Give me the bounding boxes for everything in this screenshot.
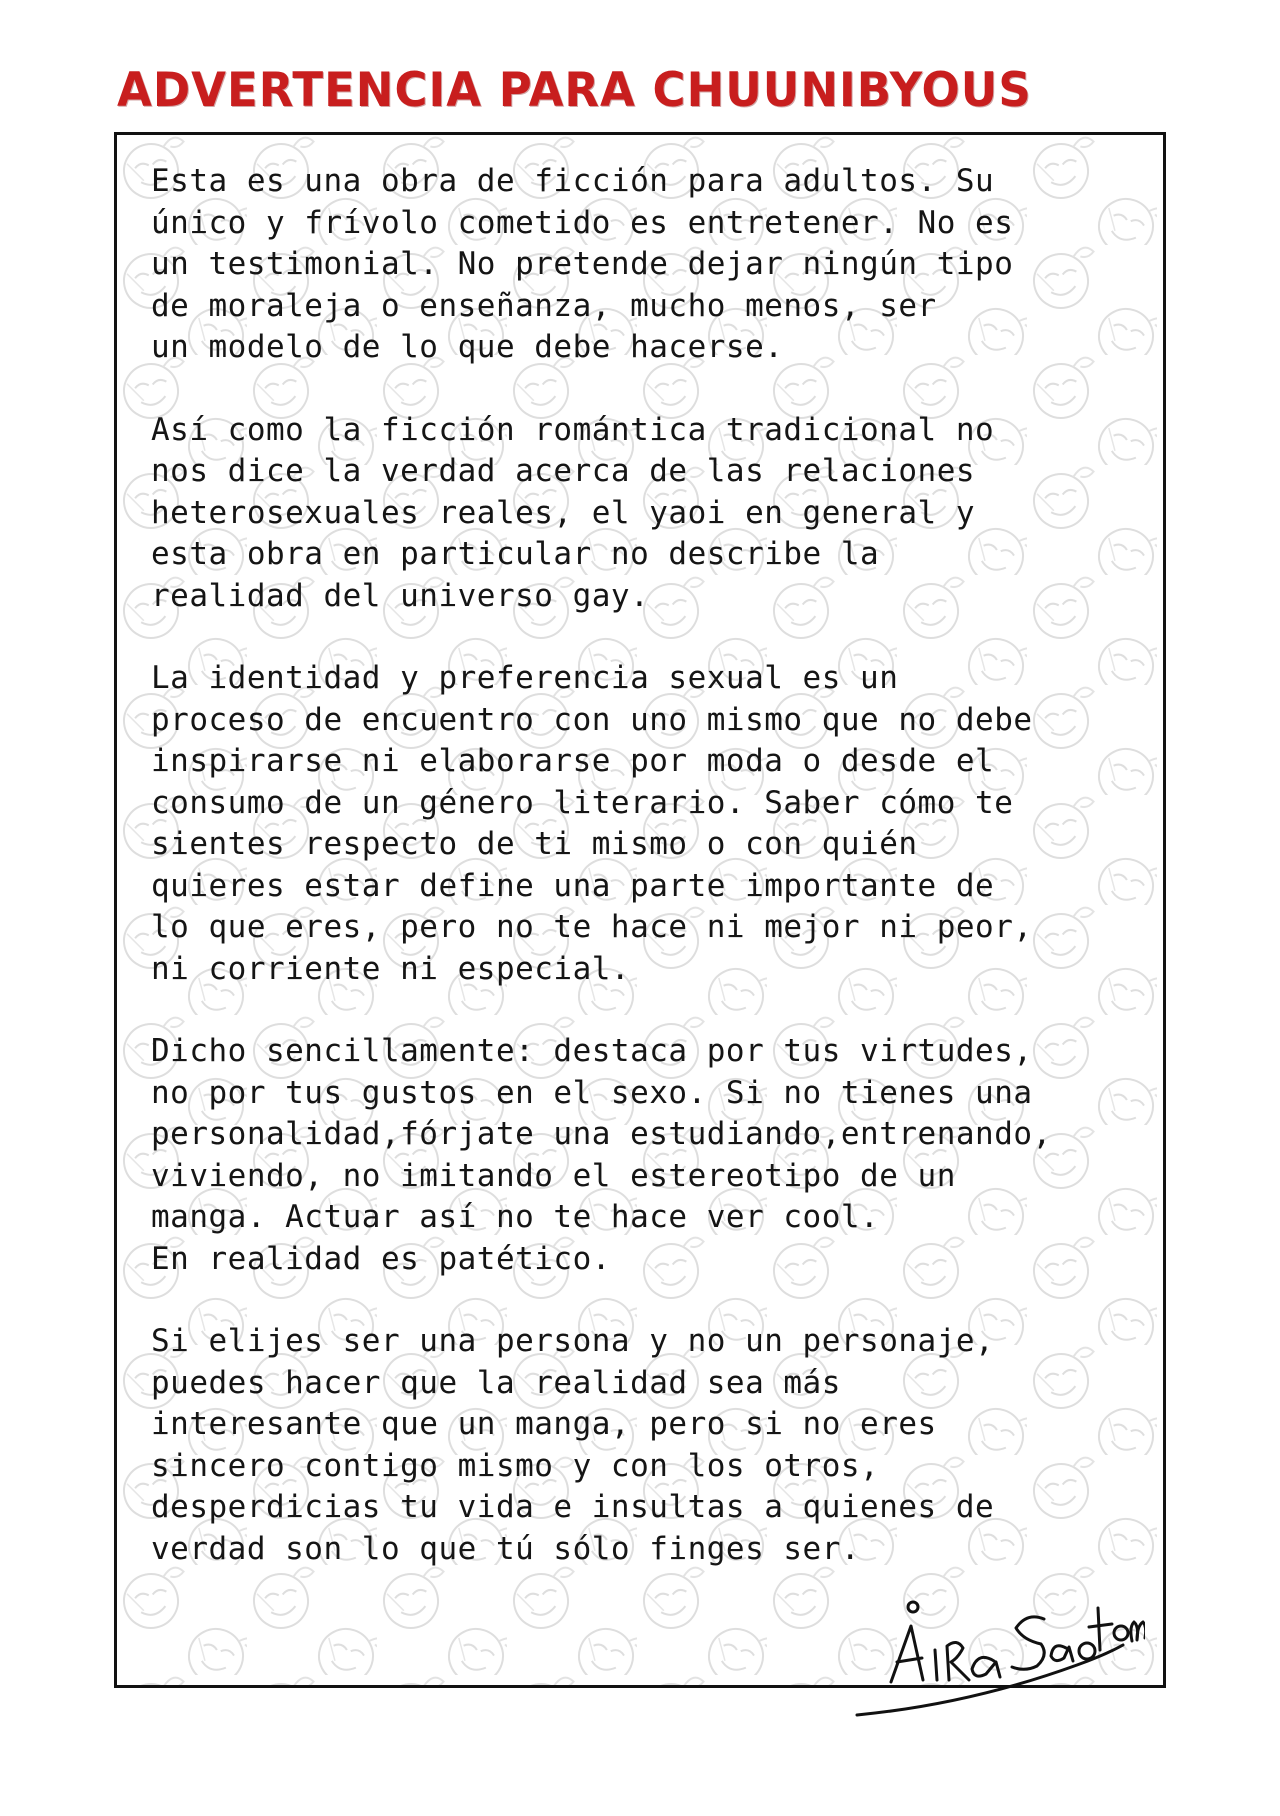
text-line: proceso de encuentro con uno mismo que no debe <box>151 701 1033 738</box>
disclaimer-text <box>151 161 1161 1611</box>
text-line: consumo de un género literario. Saber cómo te <box>151 784 1014 821</box>
text-line: viviendo, no imitando el estereotipo de un <box>151 1157 956 1194</box>
text-line: de moraleja o enseñanza, mucho menos, ser <box>151 287 937 324</box>
text-line: ni corriente ni especial. <box>151 950 631 987</box>
text-line: Esta es una obra de ficción para adultos. Su <box>151 163 995 199</box>
text-line: un modelo de lo que debe hacerse. <box>151 329 784 365</box>
text-line: En realidad es patético. <box>151 1240 611 1277</box>
text-line: sientes respecto de ti mismo o con quién <box>151 826 918 862</box>
text-line: inspirarse ni elaborarse por moda o desde el <box>151 743 995 779</box>
text-line: sincero contigo mismo y con los otros, <box>151 1447 880 1484</box>
text-line: La identidad y preferencia sexual es un <box>151 660 899 696</box>
text-line: manga. Actuar así no te hace ver cool. <box>151 1199 880 1235</box>
signature-icon <box>845 1578 1145 1728</box>
text-line: personalidad,fórjate una estudiando,entrenando, <box>151 1116 1052 1152</box>
paragraph <box>151 1321 1161 1570</box>
text-line: interesante que un manga, pero si no eres <box>151 1406 937 1442</box>
text-line: único y frívolo cometido es entretener. No es <box>151 204 1014 241</box>
text-line: Así como la ficción romántica tradicional no <box>151 411 995 448</box>
paragraph <box>151 410 1161 618</box>
text-line: nos dice la verdad acerca de las relaciones <box>151 453 976 489</box>
text-line: heterosexuales reales, el yaoi en general y <box>151 494 976 531</box>
paragraph <box>151 1031 1161 1280</box>
disclaimer-frame <box>114 132 1166 1688</box>
text-line: desperdicias tu vida e insultas a quienes de <box>151 1489 995 1525</box>
text-line: lo que eres, pero no te hace ni mejor ni peor, <box>151 909 1033 945</box>
text-line: puedes hacer que la realidad sea más <box>151 1364 841 1401</box>
paragraph <box>151 161 1161 369</box>
text-line: un testimonial. No pretende dejar ningún tipo <box>151 246 1014 282</box>
text-line: quieres estar define una parte importante de <box>151 867 995 904</box>
text-line: verdad son lo que tú sólo finges ser. <box>151 1530 861 1567</box>
text-line: Dicho sencillamente: destaca por tus virtudes, <box>151 1033 1033 1069</box>
text-line: no por tus gustos en el sexo. Si no tienes una <box>151 1074 1033 1111</box>
page-title: ADVERTENCIA PARA CHUUNIBYOUS <box>117 61 1032 118</box>
text-line: realidad del universo gay. <box>151 577 650 614</box>
text-line: esta obra en particular no describe la <box>151 536 880 572</box>
paragraph <box>151 658 1161 990</box>
text-line: Si elijes ser una persona y no un personaje, <box>151 1323 995 1359</box>
